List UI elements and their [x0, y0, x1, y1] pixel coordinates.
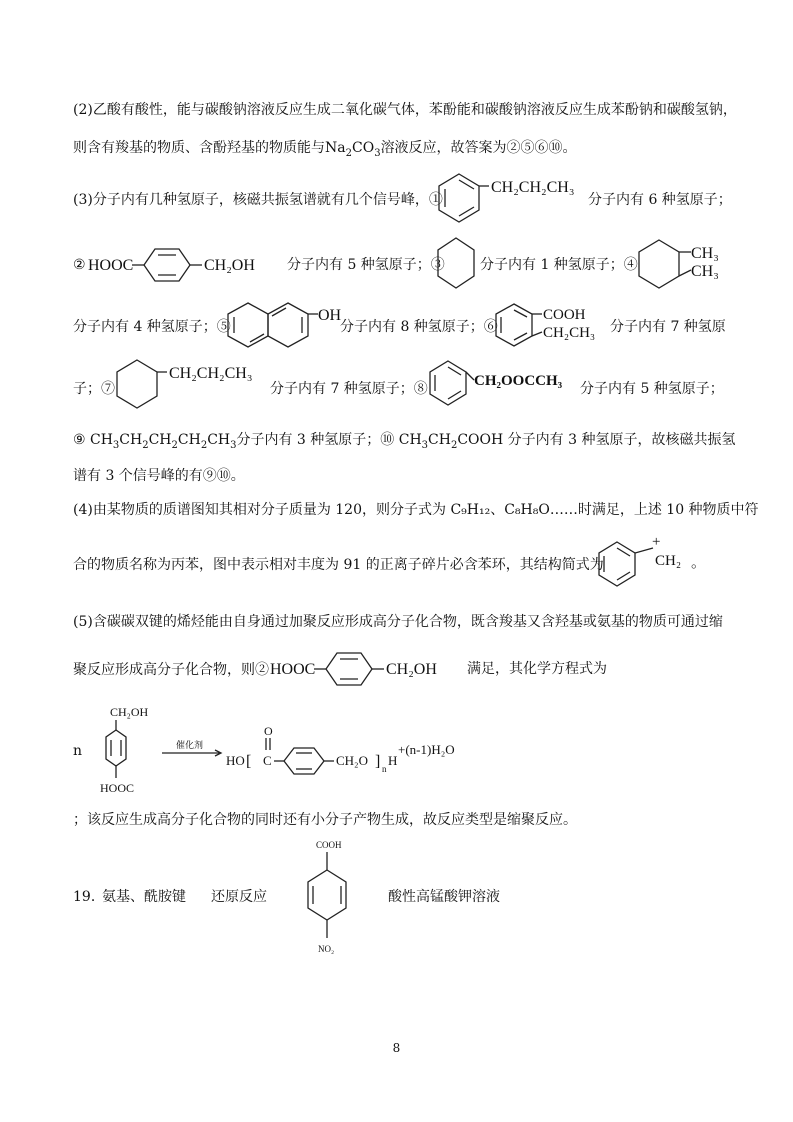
f10-lead: 分子内有 3 种氢原子；⑩ CH — [236, 432, 422, 448]
eq-coefficient-n: n — [73, 743, 83, 759]
q19-cooh: COOH — [316, 840, 342, 850]
sub-2: 2 — [345, 147, 352, 159]
f9-ch-e: CH — [207, 432, 231, 448]
water-term: +(n-1)H₂O — [398, 742, 455, 757]
ho-label: HO — [226, 753, 245, 768]
nitrobenzoic-acid-structure — [296, 838, 366, 958]
f9-ch-a: ⑨ CH — [73, 432, 113, 448]
polymer-structure — [226, 722, 496, 780]
q19-answer-3: 酸性高锰酸钾溶液 — [388, 889, 500, 905]
p3-end: 谱有 3 个信号峰的有⑨⑩。 — [73, 468, 245, 484]
p3-m5-text: 分子内有 8 种氢原子；⑥ — [340, 319, 498, 335]
p4-line2: 合的物质名称为丙苯，图中表示相对丰度为 91 的正离子碎片必含苯环，其结构简式为 — [73, 557, 604, 573]
bracket-right: ] — [375, 753, 381, 770]
propyl-chain-label-7: CH₂CH₂CH₃ — [169, 365, 253, 382]
plus-sign: + — [652, 534, 661, 550]
benzyl-cation-structure — [597, 536, 707, 592]
f10-sub-a: 3 — [421, 439, 429, 451]
f10-ch: CH — [428, 432, 451, 448]
catalyst-label: 催化剂 — [176, 740, 204, 750]
p4-end-mark: 。 — [691, 555, 707, 571]
reaction-arrow — [160, 740, 226, 760]
p3-m8-text: 分子内有 5 种氢原子； — [580, 381, 724, 397]
eq-ch2oh: CH₂OH — [110, 705, 149, 719]
propyl-chain-label: CH₂CH₂CH₃ — [491, 179, 575, 196]
p2-line2b: 溶液反应，故答案为②⑤⑥⑩。 — [380, 140, 577, 156]
propylcyclohexane-structure — [115, 356, 275, 416]
ch2oh-label-inline: CH₂OH — [386, 661, 437, 678]
monomer-structure-inline — [270, 641, 470, 697]
f9-sub-c: 2 — [171, 439, 178, 451]
mark-2: ② — [73, 257, 86, 273]
f9-sub-e: 3 — [230, 439, 237, 451]
f10-sub-b: 2 — [450, 439, 458, 451]
q19-no2: NO₂ — [318, 944, 335, 954]
after-equation-text: ；该反应生成高分子化合物的同时还有小分子产物生成，故反应类型是缩聚反应。 — [73, 812, 577, 828]
ch3-label-b: CH₃ — [691, 263, 719, 280]
f9-ch-d: CH — [177, 432, 201, 448]
carbonyl-o: O — [264, 724, 273, 738]
naphthol-structure — [226, 300, 341, 352]
p2-line1: (2)乙酸有酸性，能与碳酸钠溶液反应生成二氧化碳气体，苯酚能和碳酸钠溶液反应生成苯酚钠和碳酸氢钠， — [73, 102, 737, 118]
end-h: H — [388, 753, 398, 768]
p5-line2a: 聚反应形成高分子化合物，则② — [73, 662, 269, 678]
f9-sub-b: 2 — [142, 439, 149, 451]
p3-m3-text: 分子内有 1 种氢原子；④ — [480, 257, 638, 273]
f9-sub-a: 3 — [112, 439, 120, 451]
p3-m4-text: 分子内有 4 种氢原子；⑤ — [73, 319, 231, 335]
p2-line2a: 则含有羧基的物质、含酚羟基的物质能与 — [73, 140, 325, 156]
hooc-label: HOOC — [88, 257, 134, 274]
ethylbenzoic-acid-structure — [494, 302, 614, 352]
f9-ch-b: CH — [119, 432, 143, 448]
p3-line1: (3)分子内有几种氢原子，核磁共振氢谱就有几个信号峰，① — [73, 192, 443, 208]
benzyl-acetate-label: CH₂OOCCH₃ — [474, 373, 563, 389]
subscript-n: n — [382, 764, 387, 774]
p4-line1: (4)由某物质的质谱图知其相对分子质量为 120，则分子式为 C₉H₁₂、C₈H₈O……时满足，上述 10 种物质中符 — [73, 502, 759, 518]
carbonyl-c: C — [263, 753, 272, 768]
eq-hooc: HOOC — [100, 781, 135, 795]
oh-label: OH — [318, 307, 342, 324]
dimethylcyclohexane-structure — [637, 236, 727, 296]
page-number: 8 — [392, 1041, 401, 1055]
q19-answer-2: 还原反应 — [211, 889, 267, 905]
ch2-label: CH₂ — [655, 553, 682, 569]
ch2o-label: CH₂O — [336, 753, 368, 768]
propylbenzene-structure — [437, 170, 587, 230]
cyclohexane-structure — [436, 236, 476, 292]
sub-3: 3 — [374, 147, 381, 159]
f10-tail: COOH 分子内有 3 种氢原子，故核磁共振氢 — [457, 432, 736, 448]
q19-number: 19． — [73, 889, 105, 905]
p3-line9 — [73, 430, 735, 456]
p3-line1b: 分子内有 6 种氢原子； — [588, 192, 732, 208]
benzyl-acetate-structure — [428, 358, 588, 414]
ch3-label-a: CH₃ — [691, 245, 719, 262]
p3-m6-text: 分子内有 7 种氢原 — [610, 319, 726, 335]
p3-m7-text: 分子内有 7 种氢原子；⑧ — [270, 381, 428, 397]
na-text: Na — [325, 140, 346, 156]
f9-ch-c: CH — [148, 432, 172, 448]
bracket-left: [ — [246, 753, 252, 770]
hydroxymethylbenzoic-acid-structure — [88, 236, 288, 292]
p3-m2-text: 分子内有 5 种氢原子；③ — [287, 257, 445, 273]
q19-answer-1: 氨基、酰胺键 — [102, 889, 186, 905]
p5-line1: (5)含碳碳双键的烯烃能由自身通过加聚反应形成高分子化合物，既含羧基又含羟基或氨基的物质可通过缩 — [73, 614, 723, 630]
ch2oh-label: CH₂OH — [204, 257, 255, 274]
cooh-label: COOH — [543, 307, 586, 323]
p5-line2b: 满足，其化学方程式为 — [467, 661, 607, 677]
hooc-label-inline: HOOC — [270, 661, 316, 678]
p2-line2 — [73, 138, 577, 164]
co-text: CO — [351, 140, 375, 156]
p3-m7-pre: 子；⑦ — [73, 381, 115, 397]
f9-sub-d: 2 — [200, 439, 208, 451]
ethyl-label: CH₂CH₃ — [543, 325, 596, 341]
